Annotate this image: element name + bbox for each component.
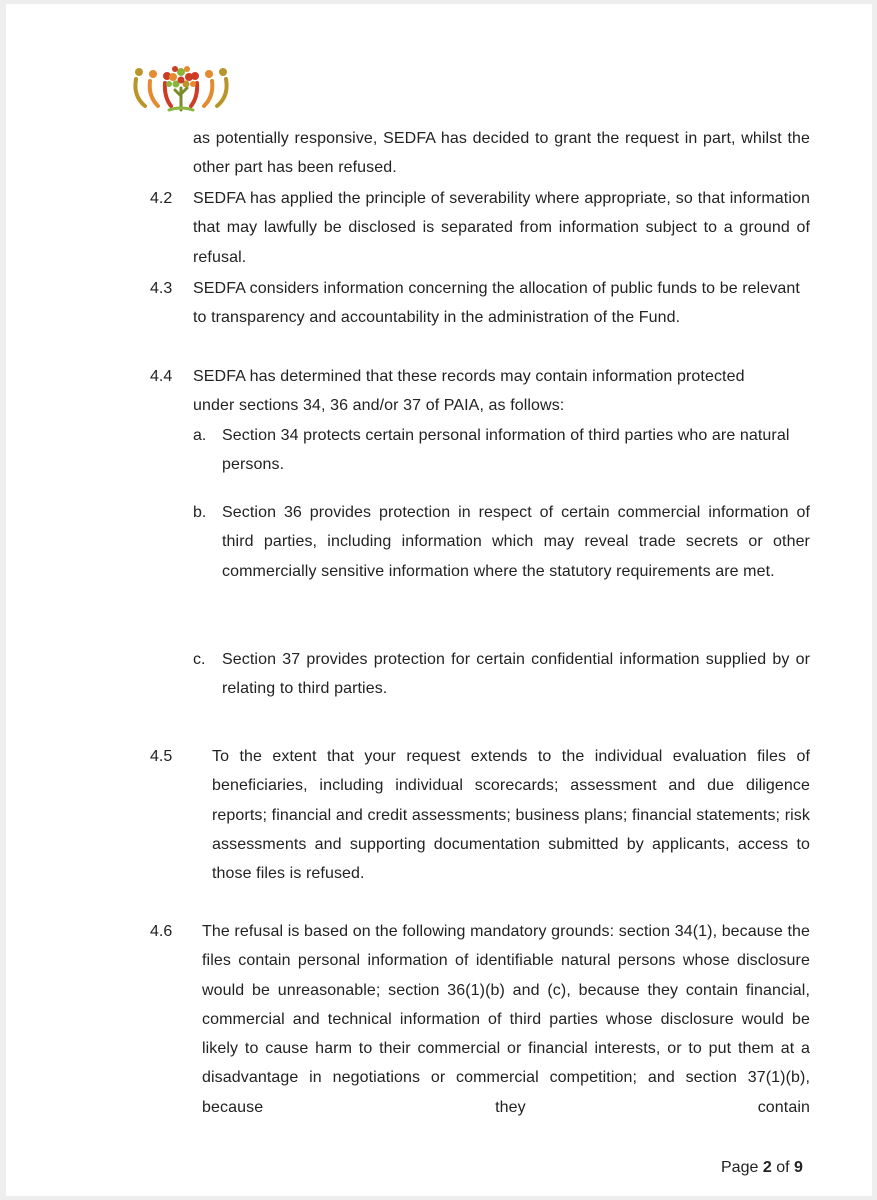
subitem-letter-a: a.	[193, 427, 207, 444]
item-number-4-5: 4.5	[150, 748, 173, 765]
item-text-4-3: SEDFA considers information concerning the allocation of public funds to be relevant to transparency and accountability in the administration of the Fund.	[193, 280, 800, 327]
subitem-letter-c: c.	[193, 651, 206, 668]
total-pages: 9	[793, 1159, 803, 1176]
item-text-4-2: SEDFA has applied the principle of severability where appropriate, so that information that may lawfully be disclosed is separated from information subject to a ground of refusal.	[193, 190, 810, 266]
item-number-4-2: 4.2	[150, 190, 173, 207]
current-page: 2	[762, 1159, 772, 1176]
subitem-text-b: Section 36 provides protection in respect of certain commercial information of third parties, including information which may reveal trade secrets or other commercially sensitive information where the statutory requirements are met.	[222, 504, 810, 580]
subitem-text-c: Section 37 provides protection for certain confidential information supplied by or relating to third parties.	[222, 651, 810, 698]
item-text-4-4: SEDFA has determined that these records may contain information protected under sections 34, 36 and/or 37 of PAIA, as follows:	[193, 368, 745, 415]
document-page	[6, 4, 872, 1196]
item-text-4-5: To the extent that your request extends to the individual evaluation files of beneficiaries, including individual scorecards; assessment and due diligence reports; financial and credit assessments; business plans; financial statements; risk assessments and supporting documentation submitted by applicants, access to those files is refused.	[212, 748, 810, 883]
item-number-4-3: 4.3	[150, 280, 173, 297]
subitem-letter-b: b.	[193, 504, 207, 521]
continuation-paragraph: as potentially responsive, SEDFA has decided to grant the request in part, whilst the other part has been refused.	[193, 130, 810, 177]
page-label: Page	[721, 1159, 759, 1176]
item-number-4-4: 4.4	[150, 368, 173, 385]
item-text-4-6: The refusal is based on the following mandatory grounds: section 34(1), because the files contain personal information of identifiable natural persons whose disclosure would be unreasonable; section 36(1)(b) and (c), because they contain financial, commercial and technical information of third parties whose disclosure would be likely to cause harm to their commercial or financial interests, or to put them at a disadvantage in negotiations or commercial competition; and section 37(1)(b), because they contain	[202, 923, 810, 1116]
subitem-text-a: Section 34 protects certain personal information of third parties who are natural persons.	[222, 427, 790, 474]
item-number-4-6: 4.6	[150, 923, 173, 940]
sedfa-logo	[131, 62, 231, 114]
page-number	[721, 1159, 803, 1177]
of-label: of	[776, 1159, 790, 1176]
